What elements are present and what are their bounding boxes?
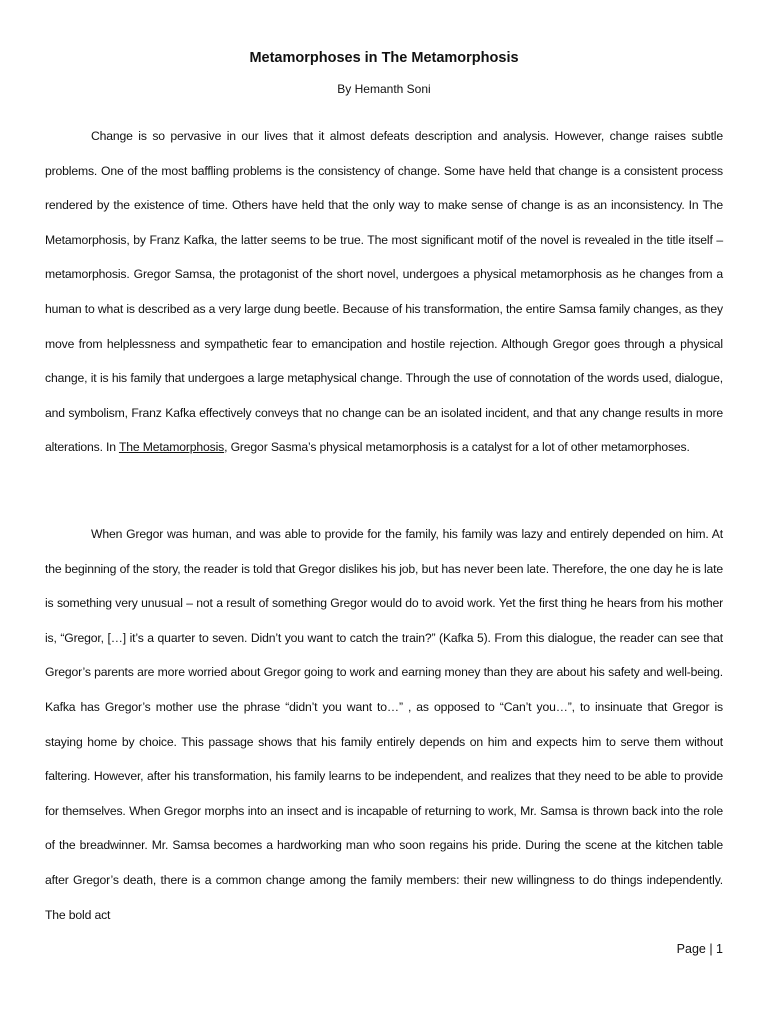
paragraph-1-end: , Gregor Sasma’s physical metamorphosis is a catalyst for a lot of other metamorphoses. [224, 440, 690, 455]
paragraph-1-text: Change is so pervasive in our lives that it almost defeats description and analysis. However, change raises subtle problems. One of the most baffling problems is the consistency of change. Some have held that change is a consistent process rendered by the existence of time. Others have held that the only way to make sense of change is as an inconsistency. In The Metamorphosis, by Franz Kafka, the latter seems to be true. The most significant motif of the novel is revealed in the title itself – metamorphosis. Gregor Samsa, the protagonist of the short novel, undergoes a physical metamorphosis as he changes from a human to what is described as a very large dung beetle. Because of his transformation, the entire Samsa family changes, as they move from helplessness and sympathetic fear to emancipation and hostile rejection. Although Gregor goes through a physical change, it is his family that undergoes a large metaphysical change. Through the use of connotation of the words used, dialogue, and symbolism, Franz Kafka effectively conveys that no change can be an isolated incident, and that any change results in more alterations. In [45, 129, 723, 455]
document-title: Metamorphoses in The Metamorphosis [249, 50, 519, 66]
paragraph-2: When Gregor was human, and was able to provide for the family, his family was lazy and entirely depended on him. At the beginning of the story, the reader is told that Gregor dislikes his job, but has never been late. Therefore, the one day he is late is something very unusual – not a result of something Gregor would do to avoid work. Yet the first thing he hears from his mother is, “Gregor, […] it’s a quarter to seven. Didn’t you want to catch the train?” (Kafka 5). From this dialogue, the reader can see that Gregor’s parents are more worried about Gregor going to work and earning money than they are about his safety and well-being. Kafka has Gregor’s mother use the phrase “didn’t you want to…” , as opposed to “Can’t you…”, to insinuate that Gregor is staying home by choice. This passage shows that his family entirely depends on him and expects him to serve them without faltering. However, after his transformation, his family learns to be independent, and realizes that they need to be able to provide for themselves. When Gregor morphs into an insect and is incapable of returning to work, Mr. Samsa is thrown back into the role of the breadwinner. Mr. Samsa becomes a hardworking man who soon regains his pride. During the scene at the kitchen table after Gregor’s death, there is a common change among the family members: their new willingness to do things independently. The bold act [45, 527, 723, 922]
paragraph-1 [45, 119, 723, 465]
book-title-underlined: The Metamorphosis [118, 440, 225, 455]
author-byline: By Hemanth Soni [337, 82, 431, 96]
page-number-footer: Page | 1 [676, 942, 723, 956]
